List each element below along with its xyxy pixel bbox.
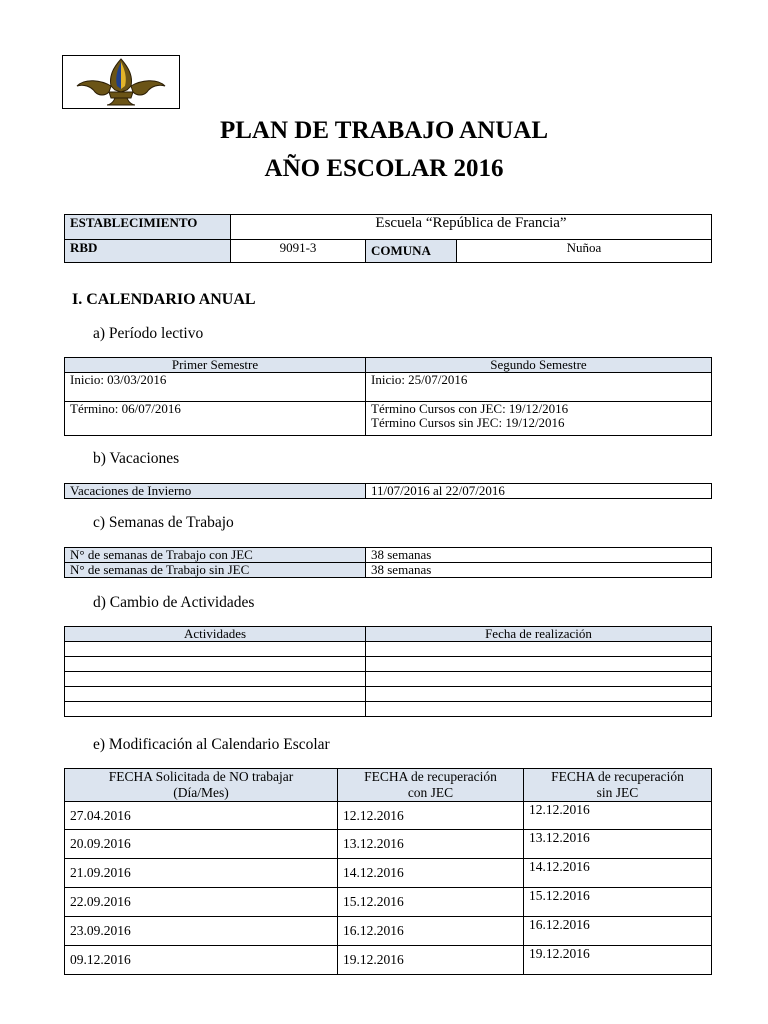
inicio-primer: Inicio: 03/03/2016 <box>65 373 366 402</box>
logo <box>62 55 180 109</box>
vacaciones-heading: b) Vacaciones <box>93 450 180 467</box>
table-cell <box>366 687 712 702</box>
mod-solicitada: 20.09.2016 <box>65 830 338 859</box>
mod-solicitada: 22.09.2016 <box>65 888 338 917</box>
document-title: PLAN DE TRABAJO ANUAL <box>219 117 549 144</box>
mod-sin-jec: 13.12.2016 <box>524 830 712 859</box>
mod-sin-jec: 16.12.2016 <box>524 917 712 946</box>
termino-sin-jec: Término Cursos sin JEC: 19/12/2016 <box>371 415 565 430</box>
table-row <box>65 830 712 859</box>
modificacion-table <box>64 768 712 975</box>
cambio-col-fecha: Fecha de realización <box>366 627 712 642</box>
table-cell <box>366 672 712 687</box>
modificacion-heading: e) Modificación al Calendario Escolar <box>93 736 330 753</box>
table-cell <box>366 642 712 657</box>
semanas-value: 38 semanas <box>366 563 712 578</box>
table-row <box>65 888 712 917</box>
mod-con-jec: 15.12.2016 <box>338 888 524 917</box>
document-subtitle: AÑO ESCOLAR 2016 <box>264 155 504 182</box>
cambio-heading: d) Cambio de Actividades <box>93 594 255 611</box>
mod-solicitada: 09.12.2016 <box>65 946 338 975</box>
semanas-heading: c) Semanas de Trabajo <box>93 514 234 531</box>
fleur-de-lis-icon <box>63 56 179 108</box>
semanas-value: 38 semanas <box>366 548 712 563</box>
mod-sin-jec: 14.12.2016 <box>524 859 712 888</box>
periodo-col-segundo: Segundo Semestre <box>366 358 712 373</box>
mod-sin-jec: 19.12.2016 <box>524 946 712 975</box>
mod-con-jec: 12.12.2016 <box>338 802 524 830</box>
mod-col-con-jec-line2: con JEC <box>407 785 454 800</box>
mod-solicitada: 27.04.2016 <box>65 802 338 830</box>
termino-con-jec: Término Cursos con JEC: 19/12/2016 <box>371 401 569 416</box>
establecimiento-label: ESTABLECIMIENTO <box>65 215 231 240</box>
vacaciones-value: 11/07/2016 al 22/07/2016 <box>366 484 712 499</box>
mod-col-sin-jec-line1: FECHA de recuperación <box>551 769 684 784</box>
mod-con-jec: 16.12.2016 <box>338 917 524 946</box>
info-table <box>64 214 712 263</box>
rbd-value: 9091-3 <box>231 240 366 263</box>
termino-primer: Término: 06/07/2016 <box>65 402 366 436</box>
mod-con-jec: 19.12.2016 <box>338 946 524 975</box>
vacaciones-table <box>64 483 712 499</box>
comuna-label: COMUNA <box>366 240 457 263</box>
mod-solicitada: 23.09.2016 <box>65 917 338 946</box>
cambio-col-actividades: Actividades <box>65 627 366 642</box>
periodo-heading: a) Período lectivo <box>93 325 204 342</box>
table-cell <box>65 642 366 657</box>
table-cell <box>366 657 712 672</box>
semanas-table <box>64 547 712 578</box>
mod-col-solicitada <box>65 769 338 802</box>
mod-col-sin-jec-line2: sin JEC <box>596 785 639 800</box>
semanas-label: N° de semanas de Trabajo sin JEC <box>65 563 366 578</box>
section-title: I. CALENDARIO ANUAL <box>72 291 256 308</box>
semanas-label: N° de semanas de Trabajo con JEC <box>65 548 366 563</box>
table-cell <box>65 687 366 702</box>
mod-col-solicitada-line2: (Día/Mes) <box>173 785 229 800</box>
mod-solicitada: 21.09.2016 <box>65 859 338 888</box>
mod-con-jec: 14.12.2016 <box>338 859 524 888</box>
table-cell <box>65 657 366 672</box>
vacaciones-label: Vacaciones de Invierno <box>65 484 366 499</box>
cambio-table <box>64 626 712 717</box>
mod-sin-jec: 12.12.2016 <box>524 802 712 830</box>
table-row <box>65 946 712 975</box>
mod-con-jec: 13.12.2016 <box>338 830 524 859</box>
table-row <box>65 859 712 888</box>
periodo-col-primer: Primer Semestre <box>65 358 366 373</box>
table-cell <box>65 672 366 687</box>
table-cell <box>65 702 366 717</box>
table-row <box>65 917 712 946</box>
comuna-value: Nuñoa <box>457 240 712 263</box>
mod-col-sin-jec <box>524 769 712 802</box>
establecimiento-value: Escuela “República de Francia” <box>231 215 712 240</box>
periodo-table <box>64 357 712 436</box>
mod-col-solicitada-line1: FECHA Solicitada de NO trabajar <box>108 769 294 784</box>
mod-col-con-jec <box>338 769 524 802</box>
rbd-label: RBD <box>65 240 231 263</box>
mod-sin-jec: 15.12.2016 <box>524 888 712 917</box>
table-cell <box>366 702 712 717</box>
table-row <box>65 802 712 830</box>
termino-segundo <box>366 402 712 436</box>
mod-col-con-jec-line1: FECHA de recuperación <box>364 769 497 784</box>
inicio-segundo: Inicio: 25/07/2016 <box>366 373 712 402</box>
